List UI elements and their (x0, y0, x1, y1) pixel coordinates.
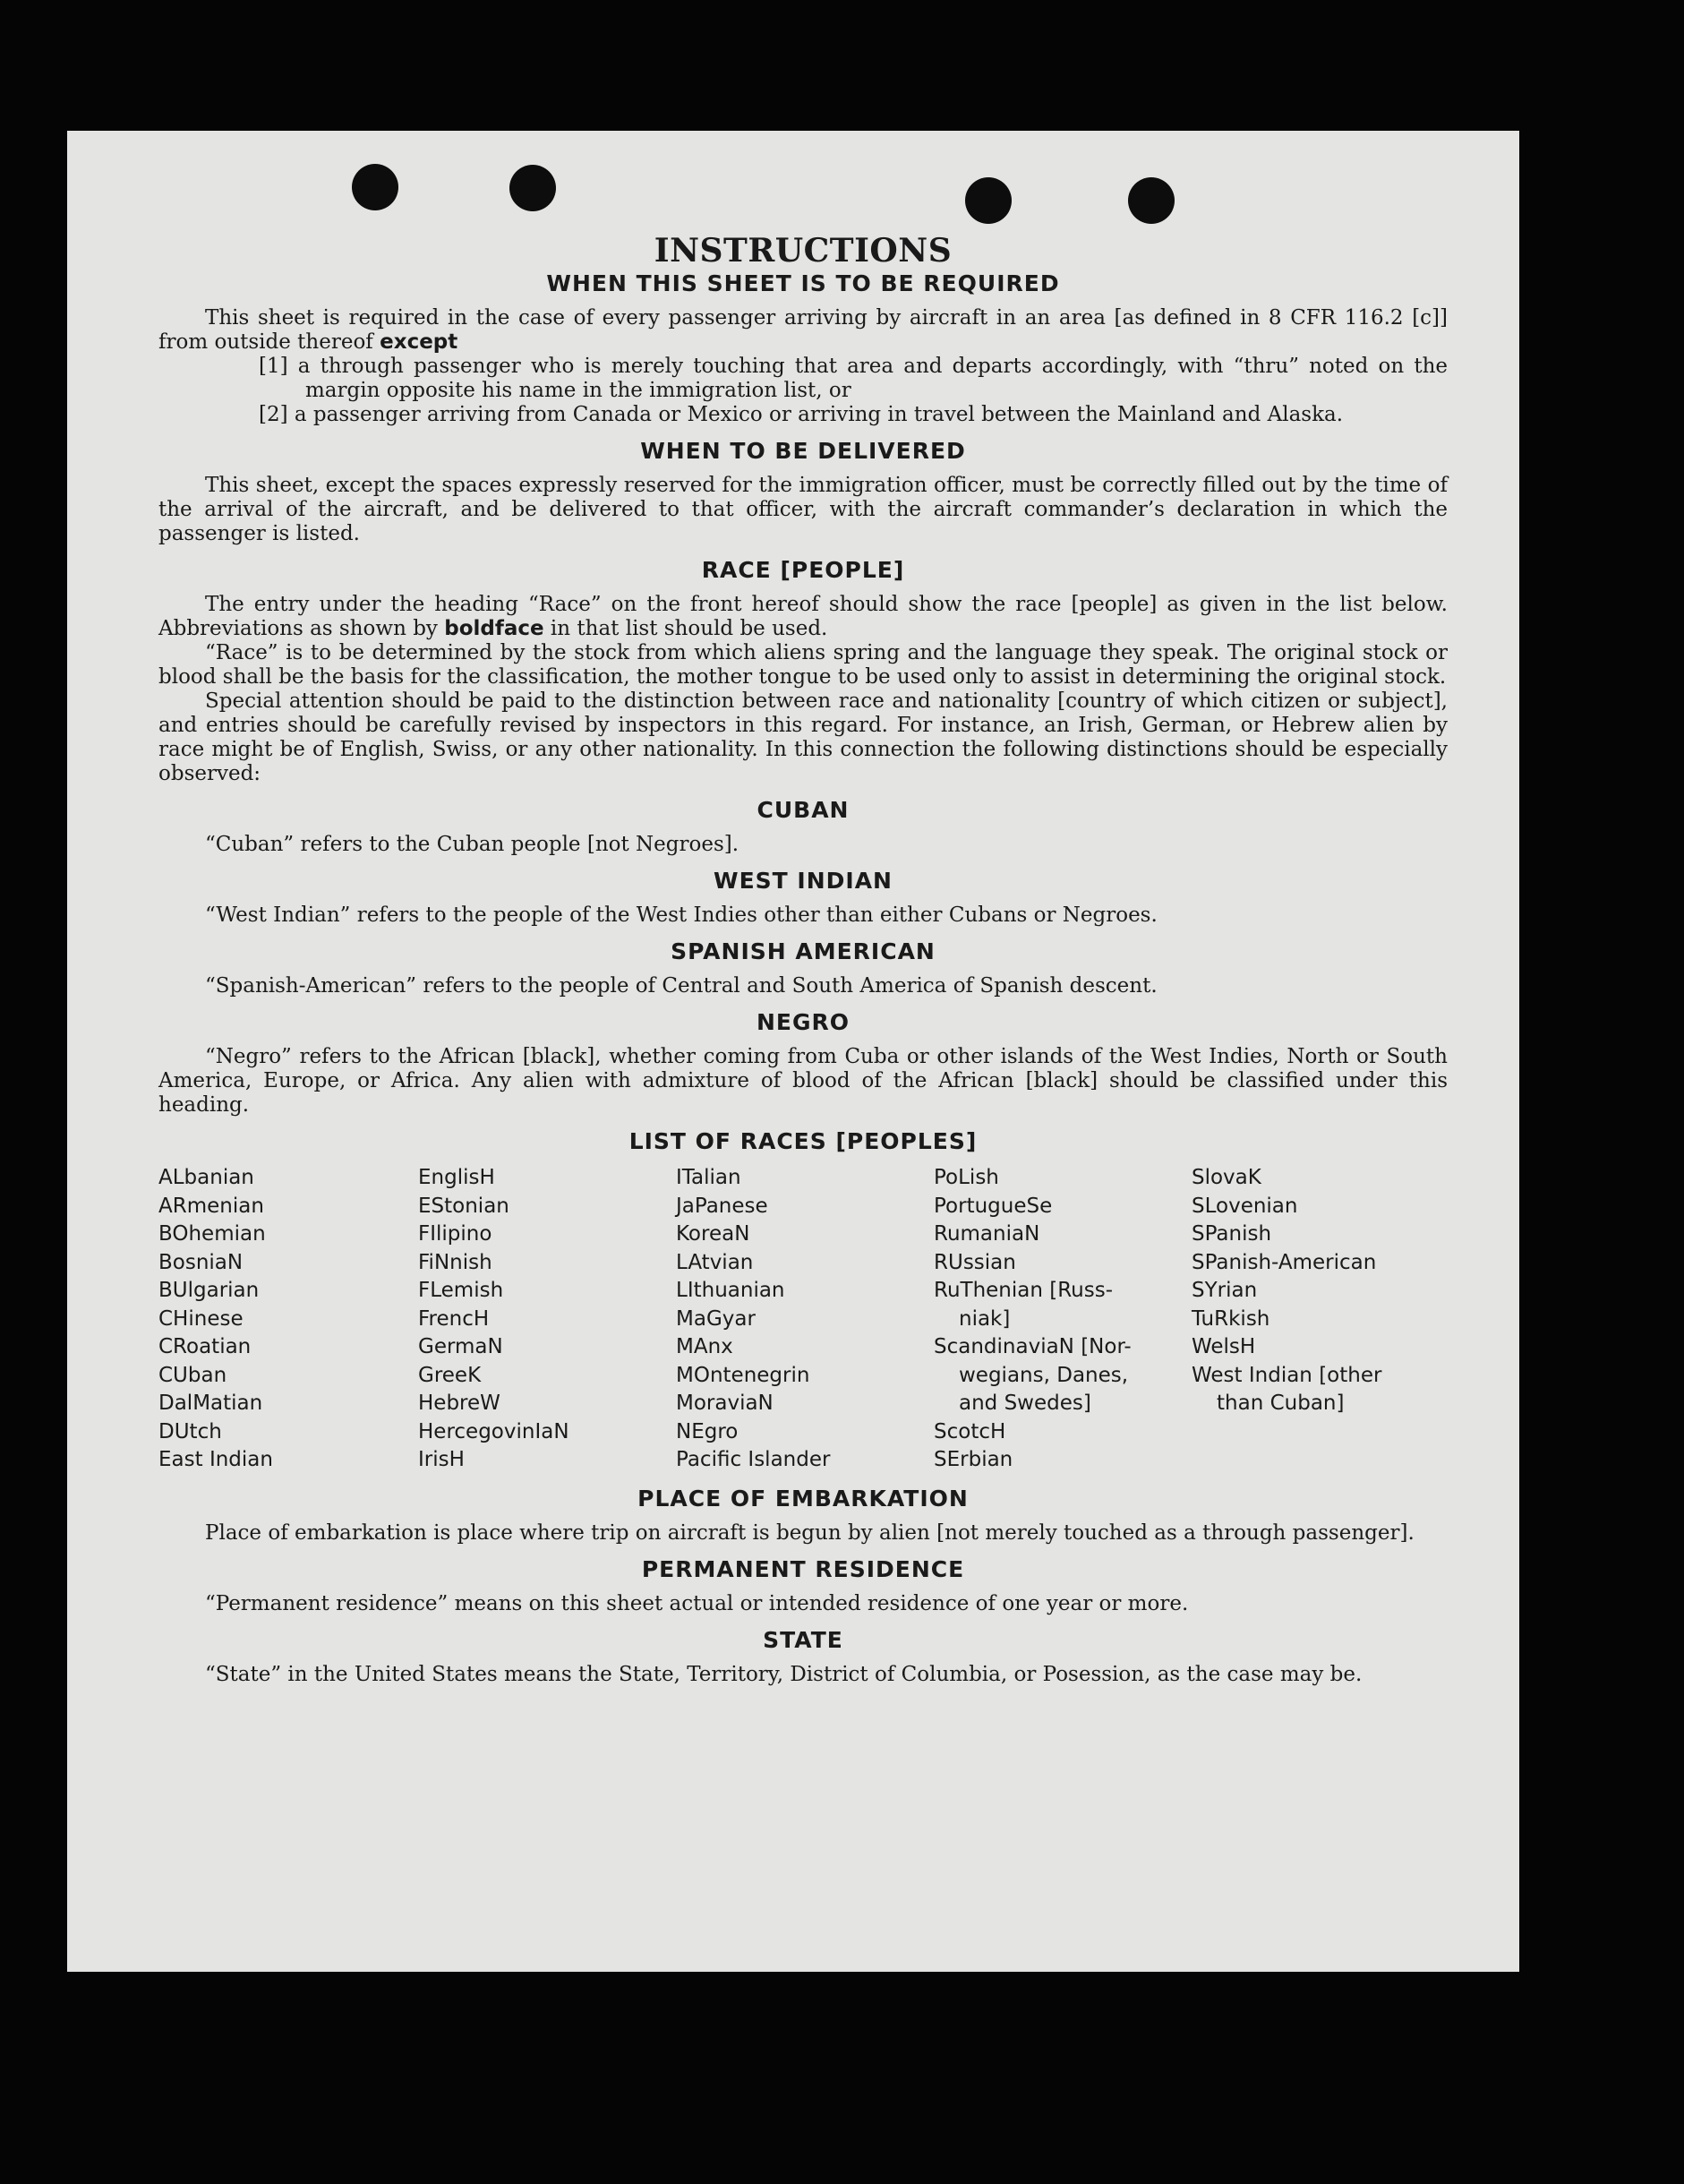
race-entry: WelsH (1192, 1335, 1256, 1358)
paragraph-race-1: The entry under the heading “Race” on the front hereof should show the race [people] as given in the list below. Abbreviations as shown by boldface in that list should be used. (158, 593, 1448, 640)
race-entry: CRoatian (158, 1335, 252, 1358)
heading-spanish-american: SPANISH AMERICAN (671, 938, 936, 964)
races-column (676, 1164, 934, 1475)
heading-place-of-embarkation: PLACE OF EMBARKATION (637, 1485, 969, 1512)
race-entry: SlovaK (1192, 1166, 1261, 1189)
race-entry: TuRkish (1192, 1306, 1270, 1331)
heading-when-delivered: WHEN TO BE DELIVERED (640, 438, 966, 464)
exception-item-2: [2] a passenger arriving from Canada or Mexico or arriving in travel between the Mainland and Alaska. (259, 403, 1344, 426)
paragraph-west-indian: “West Indian” refers to the people of the West Indies other than either Cubans or Negroes. (205, 904, 1158, 927)
emphasis-except: except (380, 330, 458, 354)
race-entry-continued: wegians, Danes, (959, 1363, 1129, 1387)
race-entry: SYrian (1192, 1279, 1258, 1302)
race-entry: FiNnish (418, 1250, 492, 1274)
race-entry: EnglisH (418, 1166, 495, 1189)
race-entry: SPanish-American (1192, 1250, 1377, 1274)
race-entry-continued: niak] (959, 1306, 1011, 1331)
races-column (934, 1164, 1192, 1475)
races-column (418, 1164, 676, 1475)
emphasis-boldface: boldface (444, 617, 544, 640)
punch-hole (965, 177, 1012, 224)
paragraph-when-delivered: This sheet, except the spaces expressly reserved for the immigration officer, must be correctly filled out by the time of the arrival of the aircraft, and be delivered to that officer, with the aircraft commander’s declaration in which the passenger is listed. (158, 474, 1448, 545)
punch-hole (509, 165, 556, 211)
race-entry: SPanish (1192, 1222, 1272, 1246)
races-list (158, 1164, 1448, 1475)
paragraph-state: “State” in the United States means the State, Territory, District of Columbia, or Posession, as the case may be. (205, 1662, 1363, 1686)
race-entry: CUban (158, 1363, 227, 1387)
punch-hole (352, 164, 398, 210)
heading-permanent-residence: PERMANENT RESIDENCE (641, 1555, 965, 1582)
page-title: INSTRUCTIONS (654, 232, 953, 270)
race-entry: BosniaN (158, 1250, 244, 1274)
race-entry: RumaniaN (934, 1222, 1040, 1246)
heading-list-of-races: LIST OF RACES [PEOPLES] (628, 1128, 978, 1154)
paragraph-race-2: “Race” is to be determined by the stock from which aliens spring and the language they speak. The original stock or blood shall be the basis for the classification, the mother tongue to be used only to assist in determining the original stock. (158, 641, 1448, 689)
race-entry: JaPanese (676, 1194, 768, 1218)
paragraph-cuban: “Cuban” refers to the Cuban people [not Negroes]. (205, 833, 739, 856)
race-entry: DUtch (158, 1419, 222, 1443)
race-entry: ITalian (676, 1166, 741, 1189)
race-entry: LIthuanian (676, 1279, 785, 1302)
race-entry: BOhemian (158, 1222, 266, 1246)
race-entry: SLovenian (1192, 1194, 1298, 1218)
heading-west-indian: WEST INDIAN (714, 868, 893, 894)
paragraph-negro: “Negro” refers to the African [black], whether coming from Cuba or other islands of the West Indies, North or South America, Europe, or Africa. Any alien with admixture of blood of the African [black] should be classified under this heading. (158, 1045, 1448, 1117)
race-entry: East Indian (158, 1448, 273, 1471)
paragraph-spanish-american: “Spanish-American” refers to the people of Central and South America of Spanish descent. (205, 974, 1158, 998)
race-entry: NEgro (676, 1419, 739, 1443)
races-column (158, 1164, 418, 1475)
race-entry: HebreW (418, 1392, 500, 1415)
race-entry: FrencH (418, 1306, 490, 1331)
heading-state: STATE (763, 1626, 843, 1653)
race-entry: PoLish (934, 1166, 999, 1189)
race-entry: SErbian (934, 1448, 1013, 1471)
race-entry: ScotcH (934, 1419, 1006, 1443)
race-entry: PortugueSe (934, 1194, 1053, 1218)
heading-cuban: CUBAN (757, 797, 850, 823)
race-entry: BUlgarian (158, 1279, 260, 1302)
race-entry: Pacific Islander (676, 1448, 831, 1471)
race-entry: ARmenian (158, 1194, 264, 1218)
race-entry: LAtvian (676, 1250, 754, 1274)
race-entry: MOntenegrin (676, 1363, 810, 1387)
document-sheet (67, 131, 1519, 1972)
paragraph-embarkation: Place of embarkation is place where trip on aircraft is begun by alien [not merely touched as a through passenger]. (205, 1520, 1415, 1545)
race-entry-continued: than Cuban] (1217, 1392, 1345, 1415)
race-entry: FLemish (418, 1279, 504, 1302)
race-entry: GermaN (418, 1335, 503, 1358)
paragraph-when-required: This sheet is required in the case of every passenger arriving by aircraft in an area [as defined in 8 CFR 116.2 [c]] from outside thereof except (158, 306, 1448, 354)
race-entry: GreeK (418, 1363, 482, 1387)
races-column (1192, 1164, 1448, 1475)
race-entry: RuThenian [Russ- (934, 1279, 1114, 1302)
race-entry: MoraviaN (676, 1392, 774, 1415)
race-entry-continued: and Swedes] (959, 1392, 1091, 1415)
race-entry: FIlipino (418, 1222, 492, 1246)
race-entry: MaGyar (676, 1306, 756, 1331)
race-entry: HercegovinIaN (418, 1419, 569, 1443)
race-entry: ScandinaviaN [Nor- (934, 1335, 1132, 1358)
heading-negro: NEGRO (756, 1009, 851, 1035)
race-entry: West Indian [other (1192, 1363, 1382, 1387)
heading-when-required: WHEN THIS SHEET IS TO BE REQUIRED (546, 270, 1060, 296)
paragraph-residence: “Permanent residence” means on this sheet actual or intended residence of one year or more. (205, 1591, 1189, 1615)
race-entry: RUssian (934, 1250, 1016, 1274)
exception-item-1: [1] a through passenger who is merely touching that area and departs accordingly, with “thru” noted on the margin opposite his name in the immigration list, or (259, 355, 1448, 402)
punch-hole (1128, 177, 1175, 224)
paragraph-race-3: Special attention should be paid to the distinction between race and nationality [country of which citizen or subject], and entries should be carefully revised by inspectors in this regard. For instance, an Irish, German, or Hebrew alien by race might be of English, Swiss, or any other nationality. In this connection the following distinctions should be especially observed: (158, 689, 1448, 785)
race-entry: EStonian (418, 1194, 509, 1218)
race-entry: CHinese (158, 1306, 244, 1331)
heading-race: RACE [PEOPLE] (701, 557, 905, 583)
race-entry: MAnx (676, 1335, 733, 1358)
race-entry: DalMatian (158, 1392, 263, 1415)
race-entry: KoreaN (676, 1222, 750, 1246)
race-entry: IrisH (418, 1448, 465, 1471)
race-entry: ALbanian (158, 1166, 254, 1189)
instructions-content (158, 231, 1448, 1687)
